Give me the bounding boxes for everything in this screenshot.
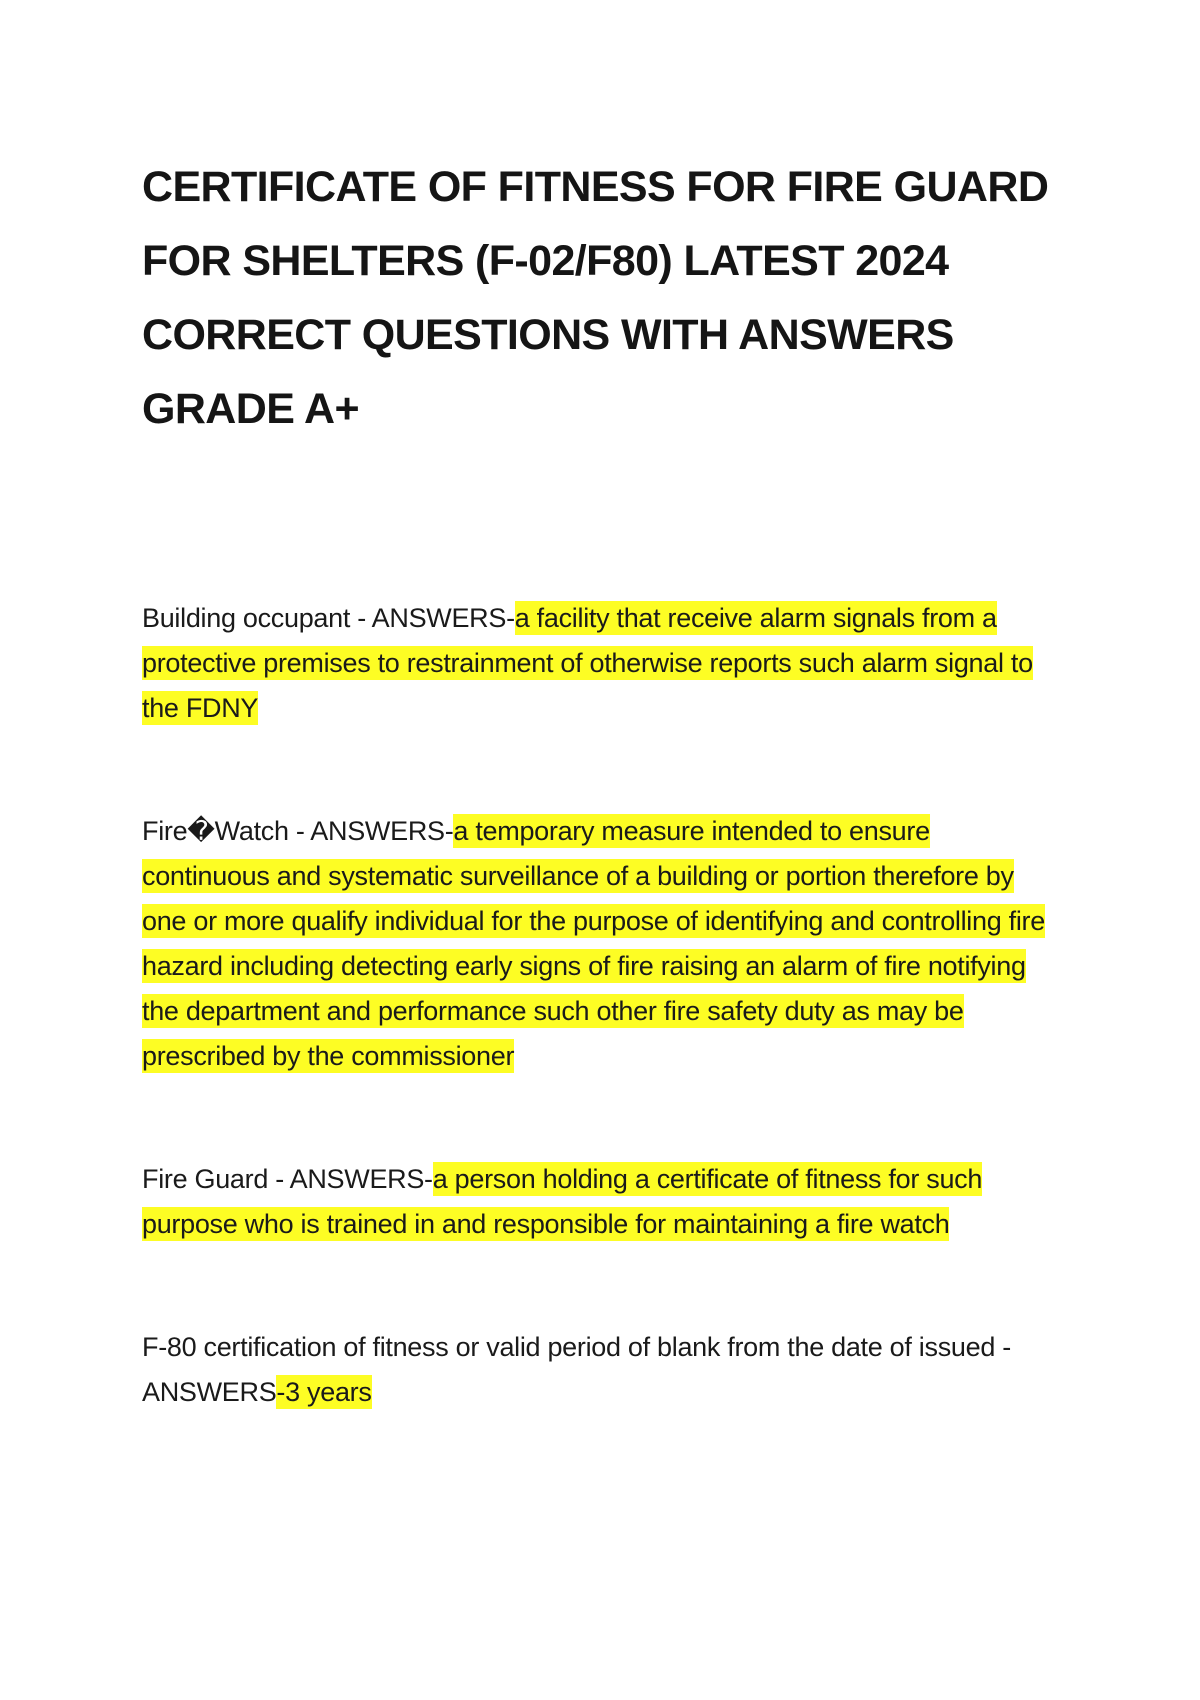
question-text: Fire�Watch - ANSWERS- — [142, 816, 454, 846]
question-text: Fire Guard - ANSWERS- — [142, 1164, 433, 1194]
document-content — [142, 150, 1062, 1415]
answer-highlight: a temporary measure intended to ensure continuous and systematic surveillance of a building or portion therefore by one or more qualify individual for the purpose of identifying and controlling fire hazard including detecting early signs of fire raising an alarm of fire notifying the department and performance such other fire safety duty as may be prescribed by the commissioner — [142, 816, 1045, 1071]
qa-entry-building-occupant — [142, 596, 1062, 731]
question-text: F-80 certification of fitness or valid period of blank from the date of issued - ANSWERS — [142, 1332, 1011, 1407]
question-text: Building occupant - ANSWERS- — [142, 603, 515, 633]
qa-entry-f80-validity — [142, 1325, 1062, 1415]
answer-highlight: -3 years — [276, 1377, 372, 1407]
qa-list — [142, 596, 1062, 1415]
answer-highlight: a person holding a certificate of fitness for such purpose who is trained in and responsible for maintaining a fire watch — [142, 1164, 983, 1239]
document-title: CERTIFICATE OF FITNESS FOR FIRE GUARD FOR SHELTERS (F-02/F80) LATEST 2024 CORRECT QUESTIONS WITH ANSWERS GRADE A+ — [142, 163, 1049, 433]
qa-entry-fire-watch — [142, 809, 1062, 1079]
qa-entry-fire-guard — [142, 1157, 1062, 1247]
answer-highlight: a facility that receive alarm signals from a protective premises to restrainment of otherwise reports such alarm signal to the FDNY — [142, 603, 1033, 723]
